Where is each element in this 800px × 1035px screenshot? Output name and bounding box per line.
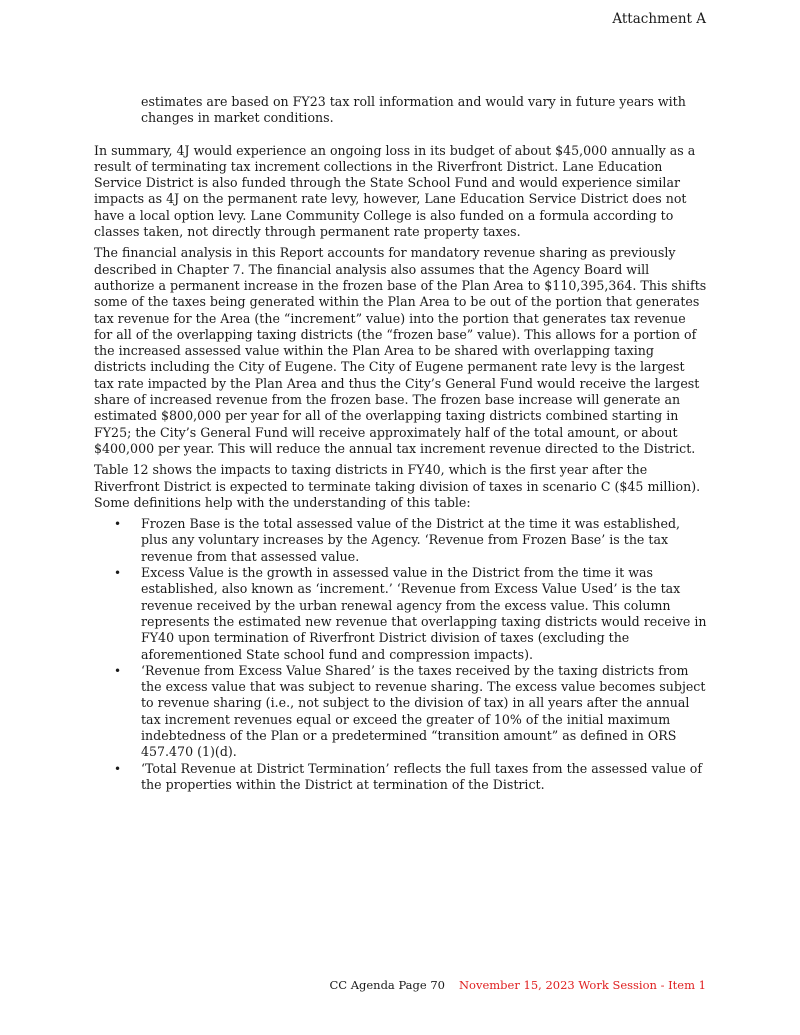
bullet-icon: • (114, 663, 122, 678)
page-footer (329, 978, 706, 993)
bullet-icon: • (114, 761, 122, 776)
table12-intro-paragraph: Table 12 shows the impacts to taxing districts in FY40, which is the first year after the Riverfront District is expected to terminate taking division of taxes in scenario C ($45 million). Some definitions help with the understanding of this table: (94, 462, 701, 510)
document-body (94, 94, 707, 793)
summary-paragraph: In summary, 4J would experience an ongoing loss in its budget of about $45,000 annually as a result of terminating tax increment collections in the Riverfront District. Lane Education Service District is also funded through the State School Fund and would experience similar impacts as 4J on the permanent rate levy, however, Lane Education Service District does not have a local option levy. Lane Community College is also funded on a formula according to classes taken, not directly through permanent rate property taxes. (94, 142, 696, 240)
bullet-icon: • (114, 517, 122, 532)
definition-text: Frozen Base is the total assessed value of the District at the time it was established, plus any voluntary increases by the Agency. ‘Revenue from Frozen Base’ is the tax revenue from that assessed value. (141, 516, 681, 564)
work-session-ref: November 15, 2023 Work Session - Item 1 (458, 978, 706, 992)
definitions-list (94, 516, 707, 793)
bullet-icon: • (114, 566, 122, 581)
estimates-continuation-paragraph: estimates are based on FY23 tax roll information and would vary in future years with changes in market conditions. (141, 94, 686, 126)
definition-item-frozen-base (114, 516, 707, 565)
definition-item-total-revenue (114, 760, 707, 794)
definition-text: ‘Total Revenue at District Termination’ reflects the full taxes from the assessed value of the properties within the District at termination of the District. (141, 760, 703, 792)
definition-item-excess-value-shared (114, 662, 707, 761)
definition-item-excess-value (114, 565, 707, 663)
attachment-label: Attachment A (612, 11, 706, 27)
definition-text: ‘Revenue from Excess Value Shared’ is the taxes received by the taxing districts from the excess value that was subject to revenue sharing. The excess value becomes subject to revenue sharing (i.e., not subject to the division of tax) in all years after the annual tax increment revenues equal or exceed the greater of 10% of the initial maximum indebtedness of the Plan or a predetermined “transition amount” as defined in ORS 457.470 (1)(d). (141, 662, 706, 760)
financial-analysis-paragraph: The financial analysis in this Report accounts for mandatory revenue sharing as previously described in Chapter 7. The financial analysis also assumes that the Agency Board will authorize a permanent increase in the frozen base of the Plan Area to $110,395,364. This shifts some of the taxes being generated within the Plan Area to be out of the portion that generates tax revenue for the Area (the “increment” value) into the portion that generates tax revenue for all of the overlapping taxing districts (the “frozen base” value). This allows for a portion of the increased assessed value within the Plan Area to be shared with overlapping taxing districts including the City of Eugene. The City of Eugene permanent rate levy is the largest tax rate impacted by the Plan Area and thus the City’s General Fund would receive the largest share of increased revenue from the frozen base. The frozen base increase will generate an estimated $800,000 per year for all of the overlapping taxing districts combined starting in FY25; the City’s General Fund will receive approximately half of the total amount, or about $400,000 per year. This will reduce the annual tax increment revenue directed to the District. (94, 245, 707, 456)
definition-text: Excess Value is the growth in assessed value in the District from the time it was established, also known as ‘increment.’ ‘Revenue from Excess Value Used’ is the tax revenue received by the urban renewal agency from the excess value. This column represents the estimated new revenue that overlapping taxing districts would receive in FY40 upon termination of Riverfront District division of taxes (excluding the aforementioned State school fund and compression impacts). (141, 565, 707, 662)
agenda-page-ref: CC Agenda Page 70 (329, 978, 445, 992)
